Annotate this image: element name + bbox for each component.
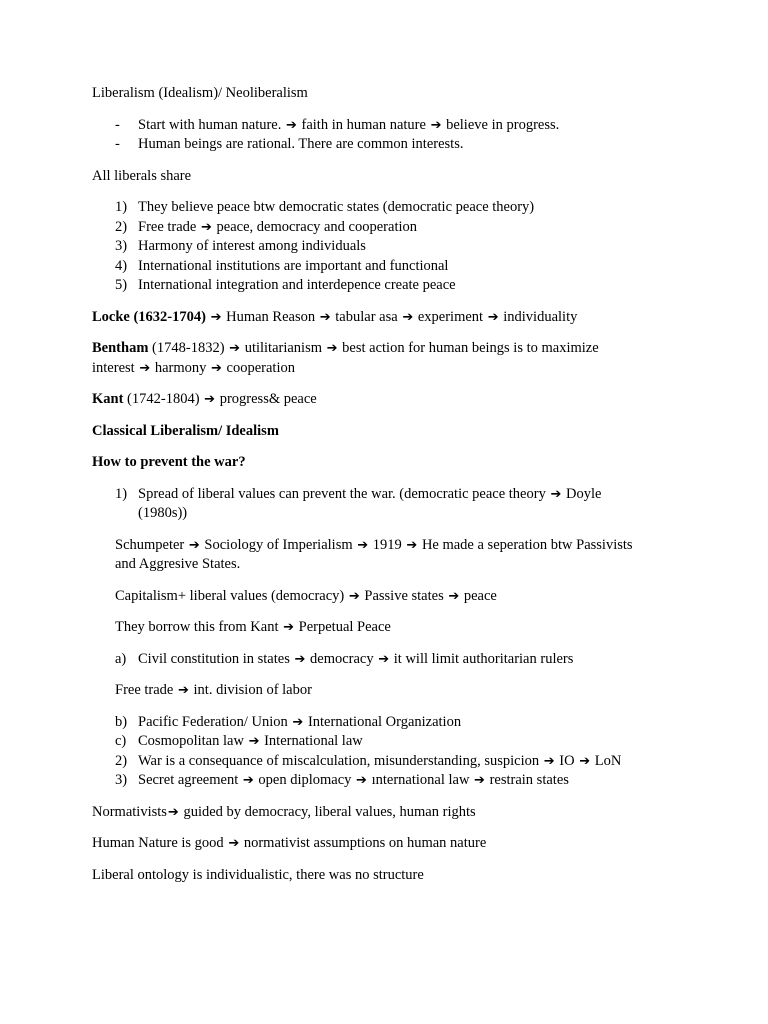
list-item: 3) Harmony of interest among individuals (92, 237, 692, 257)
list-item: 3) Secret agreement ➔ open diplomacy ➔ ınternational law ➔ restrain states (92, 771, 692, 791)
list-item: c) Cosmopolitan law ➔ International law (92, 732, 692, 752)
bentham-paragraph: Bentham (1748-1832) ➔ utilitarianism ➔ best action for human beings is to maximize interest ➔ harmony ➔ cooperation (92, 339, 692, 378)
arrow-right-icon: ➔ (285, 117, 297, 133)
list-a (92, 650, 692, 670)
list-item: b) Pacific Federation/ Union ➔ International Organization (92, 713, 692, 733)
share-list (92, 198, 692, 296)
arrow-right-icon: ➔ (167, 804, 179, 820)
locke-paragraph: Locke (1632-1704) ➔ Human Reason ➔ tabular asa ➔ experiment ➔ individuality (92, 308, 692, 328)
list-marker: 2) (115, 218, 128, 235)
arrow-right-icon: ➔ (178, 683, 189, 698)
capitalism-paragraph: Capitalism+ liberal values (democracy) ➔ Passive states ➔ peace (115, 587, 692, 607)
list-item: 5) International integration and interdepence create peace (92, 276, 692, 296)
list-item: a) Civil constitution in states ➔ democracy ➔ it will limit authoritarian rulers (92, 650, 692, 670)
classical-heading: Classical Liberalism/ Idealism (92, 422, 279, 439)
arrow-right-icon: ➔ (228, 836, 240, 851)
arrow-right-icon: ➔ (283, 620, 295, 635)
list-marker: 2) (115, 752, 128, 769)
doc-heading: Liberalism (Idealism)/ Neoliberalism (92, 85, 308, 101)
arrow-right-icon: ➔ (188, 537, 200, 553)
list-marker: 1) (115, 485, 128, 502)
arrow-right-icon: ➔ (487, 309, 499, 325)
list-marker: 3) (115, 772, 128, 788)
list-marker: 5) (115, 277, 128, 293)
list-marker: - (115, 116, 120, 133)
arrow-right-icon: ➔ (402, 309, 414, 325)
arrow-right-icon: ➔ (242, 773, 254, 788)
share-intro: All liberals share (92, 167, 192, 184)
list-marker: 3) (115, 238, 128, 254)
list-marker: 1) (115, 199, 128, 215)
arrow-right-icon: ➔ (292, 714, 304, 730)
arrow-right-icon: ➔ (204, 392, 216, 407)
arrow-right-icon: ➔ (579, 753, 591, 769)
arrow-right-icon: ➔ (357, 537, 369, 553)
ontology-paragraph: Liberal ontology is individualistic, there was no structure (92, 866, 424, 883)
dash-list (92, 116, 692, 155)
document-page (92, 84, 692, 897)
arrow-right-icon: ➔ (430, 117, 442, 133)
list-item: - Start with human nature. ➔ faith in human nature ➔ believe in progress. (92, 116, 692, 136)
list-marker: 4) (115, 257, 128, 274)
arrow-right-icon: ➔ (201, 219, 212, 235)
human-nature-paragraph: Human Nature is good ➔ normativist assumptions on human nature (92, 834, 692, 854)
arrow-right-icon: ➔ (211, 360, 222, 376)
arrow-right-icon: ➔ (319, 309, 331, 325)
schumpeter-paragraph: Schumpeter ➔ Sociology of Imperialism ➔ 1919 ➔ He made a seperation btw Passivists and Aggresive States. (115, 536, 633, 572)
list-item: 2) Free trade ➔ peace, democracy and cooperation (92, 218, 692, 238)
list-marker: a) (115, 650, 127, 667)
arrow-right-icon: ➔ (210, 309, 222, 325)
arrow-right-icon: ➔ (326, 341, 338, 356)
list-item: - Human beings are rational. There are common interests. (92, 135, 692, 155)
prevent-list (92, 485, 692, 524)
free-trade-paragraph: Free trade ➔ int. division of labor (115, 681, 692, 701)
list-item: 1) Spread of liberal values can prevent the war. (democratic peace theory ➔ Doyle (1980s)) (92, 485, 692, 524)
normativists-paragraph: Normativists➔ guided by democracy, liberal values, human rights (92, 803, 692, 823)
list-item: 2) War is a consequance of miscalculation, misunderstanding, suspicion ➔ IO ➔ LoN (92, 752, 692, 772)
arrow-right-icon: ➔ (356, 773, 367, 788)
arrow-right-icon: ➔ (550, 486, 562, 502)
arrow-right-icon: ➔ (406, 537, 418, 553)
arrow-right-icon: ➔ (139, 360, 151, 376)
prevent-heading: How to prevent the war? (92, 454, 246, 470)
arrow-right-icon: ➔ (348, 588, 360, 604)
borrow-paragraph: They borrow this from Kant ➔ Perpetual Peace (115, 618, 692, 638)
list-marker: c) (115, 733, 127, 749)
arrow-right-icon: ➔ (543, 753, 555, 769)
arrow-right-icon: ➔ (294, 651, 306, 667)
arrow-right-icon: ➔ (248, 734, 260, 749)
list-marker: - (115, 136, 120, 152)
arrow-right-icon: ➔ (378, 651, 390, 667)
list-marker: b) (115, 713, 128, 730)
kant-paragraph: Kant (1742-1804) ➔ progress& peace (92, 390, 692, 410)
arrow-right-icon: ➔ (448, 588, 460, 604)
arrow-right-icon: ➔ (229, 341, 241, 356)
arrow-right-icon: ➔ (474, 773, 485, 788)
list-item: 1) They believe peace btw democratic states (democratic peace theory) (92, 198, 692, 218)
list-item: 4) International institutions are important and functional (92, 257, 692, 277)
list-b-3 (92, 713, 692, 791)
